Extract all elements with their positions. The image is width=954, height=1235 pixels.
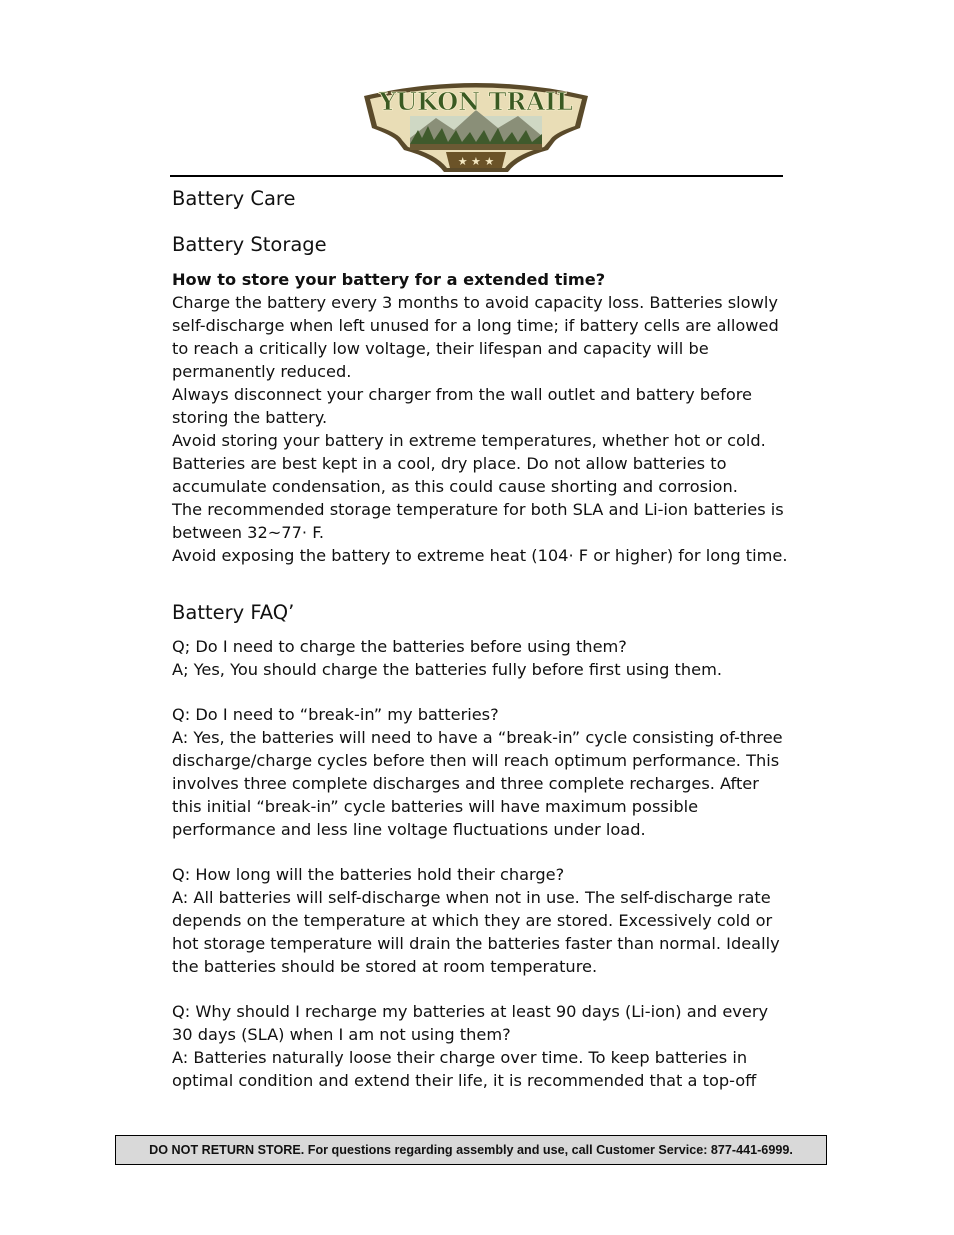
svg-text:★ ★ ★: ★ ★ ★ (457, 155, 495, 168)
storage-paragraph: Always disconnect your charger from the wall outlet and battery before storing the battery. (172, 385, 753, 427)
header-divider (170, 175, 783, 177)
footer-notice-text: DO NOT RETURN STORE. For questions regarding assembly and use, call Customer Service: 877-441-6999. (149, 1143, 793, 1157)
storage-paragraph: Avoid exposing the battery to extreme heat (104· F or higher) for long time. (172, 546, 788, 565)
document-body (172, 182, 788, 1092)
storage-question: How to store your battery for a extended time? (172, 270, 606, 289)
storage-paragraph: Charge the battery every 3 months to avoid capacity loss. Batteries slowly self-discharge when left unused for a long time; if battery cells are allowed to reach a critically low voltage, their lifespan and capacity will be permanently reduced. (172, 293, 779, 381)
faq-question: Q: How long will the batteries hold their charge? (172, 865, 565, 884)
faq-list (172, 635, 788, 1092)
faq-item (172, 863, 788, 978)
faq-answer: A: Yes, the batteries will need to have a “break-in” cycle consisting of-three discharge/charge cycles before then will reach optimum performance. This involves three complete discharges and three complete recharges. After this initial “break-in” cycle batteries will have maximum possible performance and less line voltage fluctuations under load. (172, 728, 783, 839)
faq-answer: A: Batteries naturally loose their charge over time. To keep batteries in optimal condition and extend their life, it is recommended that a top-off (172, 1048, 757, 1090)
faq-question: Q: Do I need to “break-in” my batteries? (172, 705, 499, 724)
faq-item (172, 703, 788, 841)
faq-question: Q: Why should I recharge my batteries at least 90 days (Li-ion) and every 30 days (SLA) when I am not using them? (172, 1002, 769, 1044)
faq-item (172, 635, 788, 681)
footer-notice (115, 1135, 827, 1165)
faq-answer: A; Yes, You should charge the batteries fully before first using them. (172, 660, 723, 679)
storage-paragraph: The recommended storage temperature for both SLA and Li-ion batteries is between 32~77· F. (172, 500, 784, 542)
logo-title: YUKON TRAIL (378, 87, 574, 116)
heading-battery-storage: Battery Storage (172, 233, 327, 256)
heading-battery-care: Battery Care (172, 187, 296, 210)
heading-battery-faq: Battery FAQ’ (172, 601, 295, 624)
yukon-trail-logo (358, 76, 594, 176)
faq-question: Q; Do I need to charge the batteries before using them? (172, 637, 627, 656)
faq-answer: A: All batteries will self-discharge when not in use. The self-discharge rate depends on the temperature at which they are stored. Excessively cold or hot storage temperature will drain the batteries faster than normal. Ideally the batteries should be stored at room temperature. (172, 888, 780, 976)
storage-paragraph: Avoid storing your battery in extreme temperatures, whether hot or cold. Batteries are best kept in a cool, dry place. Do not allow batteries to accumulate condensation, as this could cause shorting and corrosion. (172, 431, 766, 496)
faq-item (172, 1000, 788, 1092)
